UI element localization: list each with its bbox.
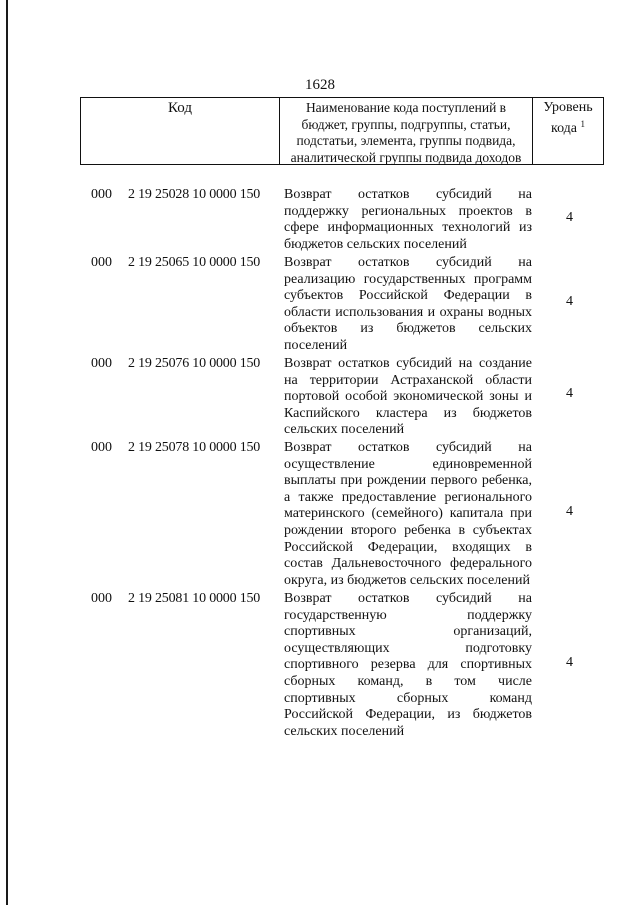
row-code: 2 19 25076 10 0000 150 (128, 356, 261, 371)
row-code: 2 19 25078 10 0000 150 (128, 440, 261, 455)
row-prefix: 000 (91, 591, 112, 606)
header-level (533, 98, 603, 164)
header-name-line: аналитической группы подвида доходов (290, 149, 522, 165)
row-level: 4 (566, 386, 573, 401)
header-name-line: бюджет, группы, подгруппы, статьи, (301, 116, 511, 132)
row-level: 4 (566, 294, 573, 309)
header-name-line: подстатьи, элемента, группы подвида, (296, 133, 516, 148)
row-code: 2 19 25065 10 0000 150 (128, 255, 261, 270)
footnote-marker: 1 (580, 119, 586, 129)
row-name: Возврат остатков субсидий на поддержку региональных проектов в сфере информационных технологий из бюджетов сельских поселений (284, 187, 532, 252)
header-level-line: кода $^1$ (550, 119, 586, 136)
row-code: 2 19 25081 10 0000 150 (128, 591, 261, 606)
row-prefix: 000 (91, 440, 112, 455)
header-code: Код (81, 98, 280, 164)
row-level: 4 (566, 655, 573, 670)
header-name (280, 98, 533, 164)
row-prefix: 000 (91, 356, 112, 371)
page-number: 1628 (305, 77, 335, 93)
header-name-line: Наименование кода поступлений в (305, 100, 507, 115)
row-level: 4 (566, 210, 573, 225)
row-level: 4 (566, 504, 573, 519)
row-name: Возврат остатков субсидий на создание на территории Астраханской области портовой особой экономической зоны и Каспийского кластера из бюджетов сельских поселений (284, 356, 532, 438)
row-prefix: 000 (91, 187, 112, 202)
table-header (80, 97, 604, 165)
row-code: 2 19 25028 10 0000 150 (128, 187, 261, 202)
row-name: Возврат остатков субсидий на государственную поддержку спортивных организаций, осуществляющих подготовку спортивного резерва для спортивных сборных команд, в том числе спортивных сборных команд Российской Федерации, из бюджетов сельских поселений (284, 591, 532, 739)
row-name: Возврат остатков субсидий на осуществление единовременной выплаты при рождении первого ребенка, а также предоставление регионального материнского (семейного) капитала при рождении второго ребенка в субъектах Российской Федерации, входящих в состав Дальневосточного федерального округа, из бюджетов сельских поселений (284, 440, 532, 588)
page-edge-line (6, 0, 8, 905)
row-prefix: 000 (91, 255, 112, 270)
row-name: Возврат остатков субсидий на реализацию государственных программ субъектов Российской Федерации в области использования и охраны водных объектов из бюджетов сельских поселений (284, 255, 532, 353)
header-level-line: Уровень (543, 100, 593, 115)
